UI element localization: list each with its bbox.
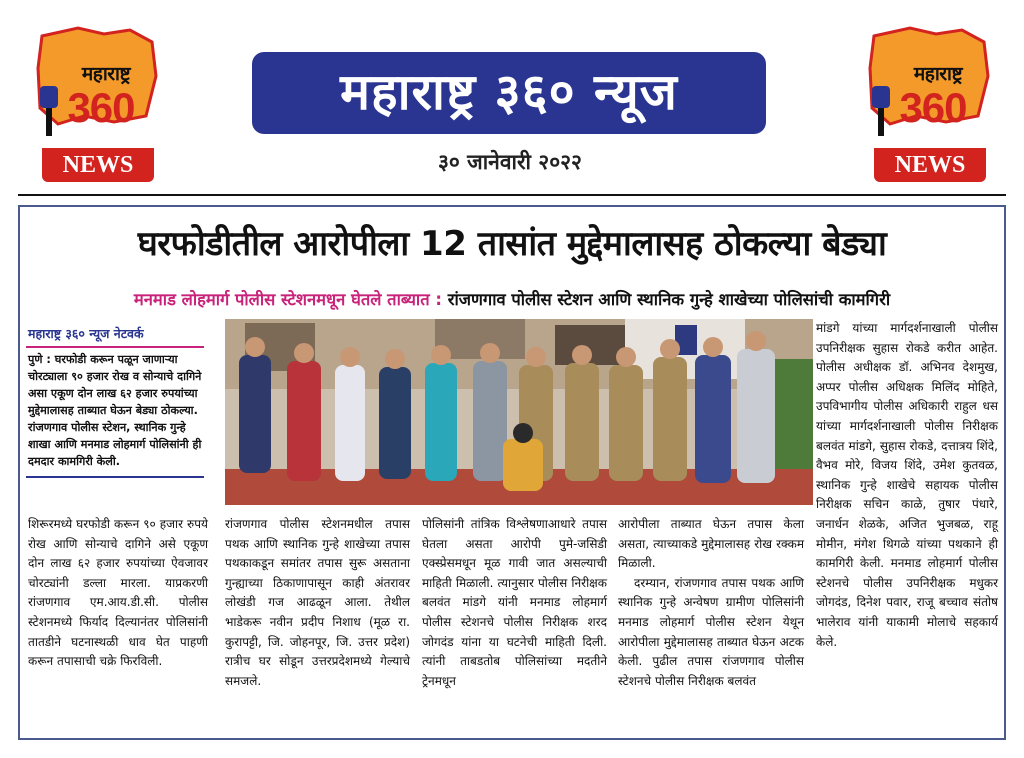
column-2-text: रांजणगाव पोलीस स्टेशनमधील तपास पथक आणि स्थानिक गुन्हे शाखेच्या तपास पथकाकडून समांतर तपास सुरू असताना गुन्ह्याच्या ठिकाणापासून काही अंतरावर लोखंडी गज आढळून आला. तेथील भाडेकरू नवीन प्रदीप निशाध (मूळ रा. कुरापट्टी, जि. जोहनपूर, जि. उत्तर प्रदेश) रात्रीच घर सोडून उत्तरप्रदेशमध्ये गेल्याचे समजले. bbox=[225, 517, 410, 688]
column-3 bbox=[422, 515, 607, 691]
subhead-highlight: मनमाड लोहमार्ग पोलीस स्टेशनमधून घेतले ताब्यात bbox=[133, 290, 430, 309]
subhead-separator: : bbox=[429, 290, 448, 309]
article-frame bbox=[18, 205, 1006, 740]
column-4-paragraph-1: आरोपीला ताब्यात घेऊन तपास केला असता, त्याच्याकडे मुद्देमालासह रोख रक्कम मिळाली. bbox=[618, 517, 804, 571]
logo-brand-number: 360 bbox=[899, 84, 967, 131]
column-4-paragraph-2: दरम्यान, रांजणगाव तपास पथक आणि स्थानिक गुन्हे अन्वेषण ग्रामीण पोलिसांनी मनमाड लोहमार्ग पोलीस स्टेशन येथून आरोपीला मुद्देमालासह ताब्यात घेऊन अटक केली. पुढील तपास रांजणगाव पोलीस स्टेशनचे पोलीस निरीक्षक बलवंत bbox=[618, 575, 804, 688]
article-subheadline bbox=[20, 287, 1004, 310]
column-5-text: मांडगे यांच्या मार्गदर्शनाखाली पोलीस उपनिरीक्षक सुहास रोकडे करीत आहेत. पोलीस अधीक्षक डॉ. अभिनव देशमुख, अप्पर पोलीस अधिक्षक मिलिंद मोहिते, उपविभागीय पोलीस अधिकारी राहुल धस यांच्या मार्गदर्शनाखाली पोलीस निरीक्षक बलवंत मांडगे, सुहास रोकडे, दत्तात्रय शिंदे, वैभव मोरे, विजय शिंदे, उमेश कुतवळ, स्थानिक गुन्हे शाखेचे सहायक पोलीस निरीक्षक सचिन काळे, तुषार पंधारे, जनार्धन शेळके, अजित भुजबळ, राहू मोमीन, मंगेश थिगळे यांच्या पथकाने ही कामगिरी केली. मनमाड लोहमार्ग पोलीस स्टेशनचे पोलीस उपनिरीक्षक मधुकर जोगदंड, दिनेश पवार, राजू बच्चाव संतोष भालेराव यांनी याकामी मोलाचे सहकार्य केले. bbox=[816, 321, 998, 649]
column-2 bbox=[225, 515, 410, 691]
masthead-divider bbox=[18, 194, 1006, 196]
logo-brand-news: NEWS bbox=[42, 148, 154, 182]
logo-brand-top: महाराष्ट्र bbox=[81, 63, 131, 85]
column-4 bbox=[618, 515, 804, 691]
byline: महाराष्ट्र ३६० न्यूज नेटवर्क bbox=[28, 326, 144, 341]
column-1 bbox=[28, 515, 208, 672]
article-headline: घरफोडीतील आरोपीला 12 तासांत मुद्देमालासह ठोकल्या बेड्या bbox=[137, 224, 887, 264]
logo-brand-news: NEWS bbox=[874, 148, 986, 182]
lead-paragraph: पुणे : घरफोडी करून पळून जाणाऱ्या चोरट्याला ९० हजार रोख व सोन्याचे दागिने असा एकूण दोन लाख ६२ हजार रुपयांच्या मुद्देमालासह ताब्यात घेऊन बेड्या ठोकल्या. रांजणगाव पोलीस स्टेशन, स्थानिक गुन्हे शाखा आणि मनमाड लोहमार्ग पोलिसांनी ही दमदार कामगिरी केली. bbox=[28, 353, 202, 468]
logo-brand-number: 360 bbox=[67, 84, 135, 131]
column-1-text: शिरूरमध्ये घरफोडी करून ९० हजार रुपये रोख आणि सोन्याचे दागिने असे एकूण दोन लाख ६२ हजार रुपयांच्या ऐवजावर चोरट्यांनी डल्ला मारला. याप्रकरणी रांजणगाव एम.आय.डी.सी. पोलीस स्टेशनमध्ये फिर्याद दिल्यानंतर पोलिसांनी तातडीने घटनास्थळी धाव घेत पाहणी करून तपासाची चक्रे फिरविली. bbox=[28, 517, 208, 669]
masthead-title: महाराष्ट्र ३६० न्यूज bbox=[252, 52, 766, 134]
column-3-text: पोलिसांनी तांत्रिक विश्लेषणाआधारे तपास घेतला असता आरोपी पुमे-जसिडी एक्स्प्रेसमधून मूळ गावी जात असल्याची माहिती मिळाली. त्यानुसार पोलीस निरीक्षक बलवंत मांडगे यांनी मनमाड लोहमार्ग पोलीस स्टेशनचे पोलीस निरीक्षक शरद जोगदंड यांना या घटनेची माहिती दिली. त्यांनी ताबडतोब पोलिसांच्या मदतीने ट्रेनमधून bbox=[422, 517, 607, 688]
police-group-photo bbox=[225, 319, 813, 505]
subhead-text: रांजणगाव पोलीस स्टेशन आणि स्थानिक गुन्हे शाखेच्या पोलिसांची कामगिरी bbox=[447, 290, 891, 309]
logo-right bbox=[866, 24, 990, 184]
column-5 bbox=[816, 319, 998, 652]
publication-date: ३० जानेवारी २०२२ bbox=[438, 150, 582, 174]
lead-box bbox=[26, 319, 206, 478]
logo-brand-top: महाराष्ट्र bbox=[913, 63, 963, 85]
logo-left bbox=[34, 24, 158, 184]
lead-bottom-rule bbox=[26, 476, 204, 478]
